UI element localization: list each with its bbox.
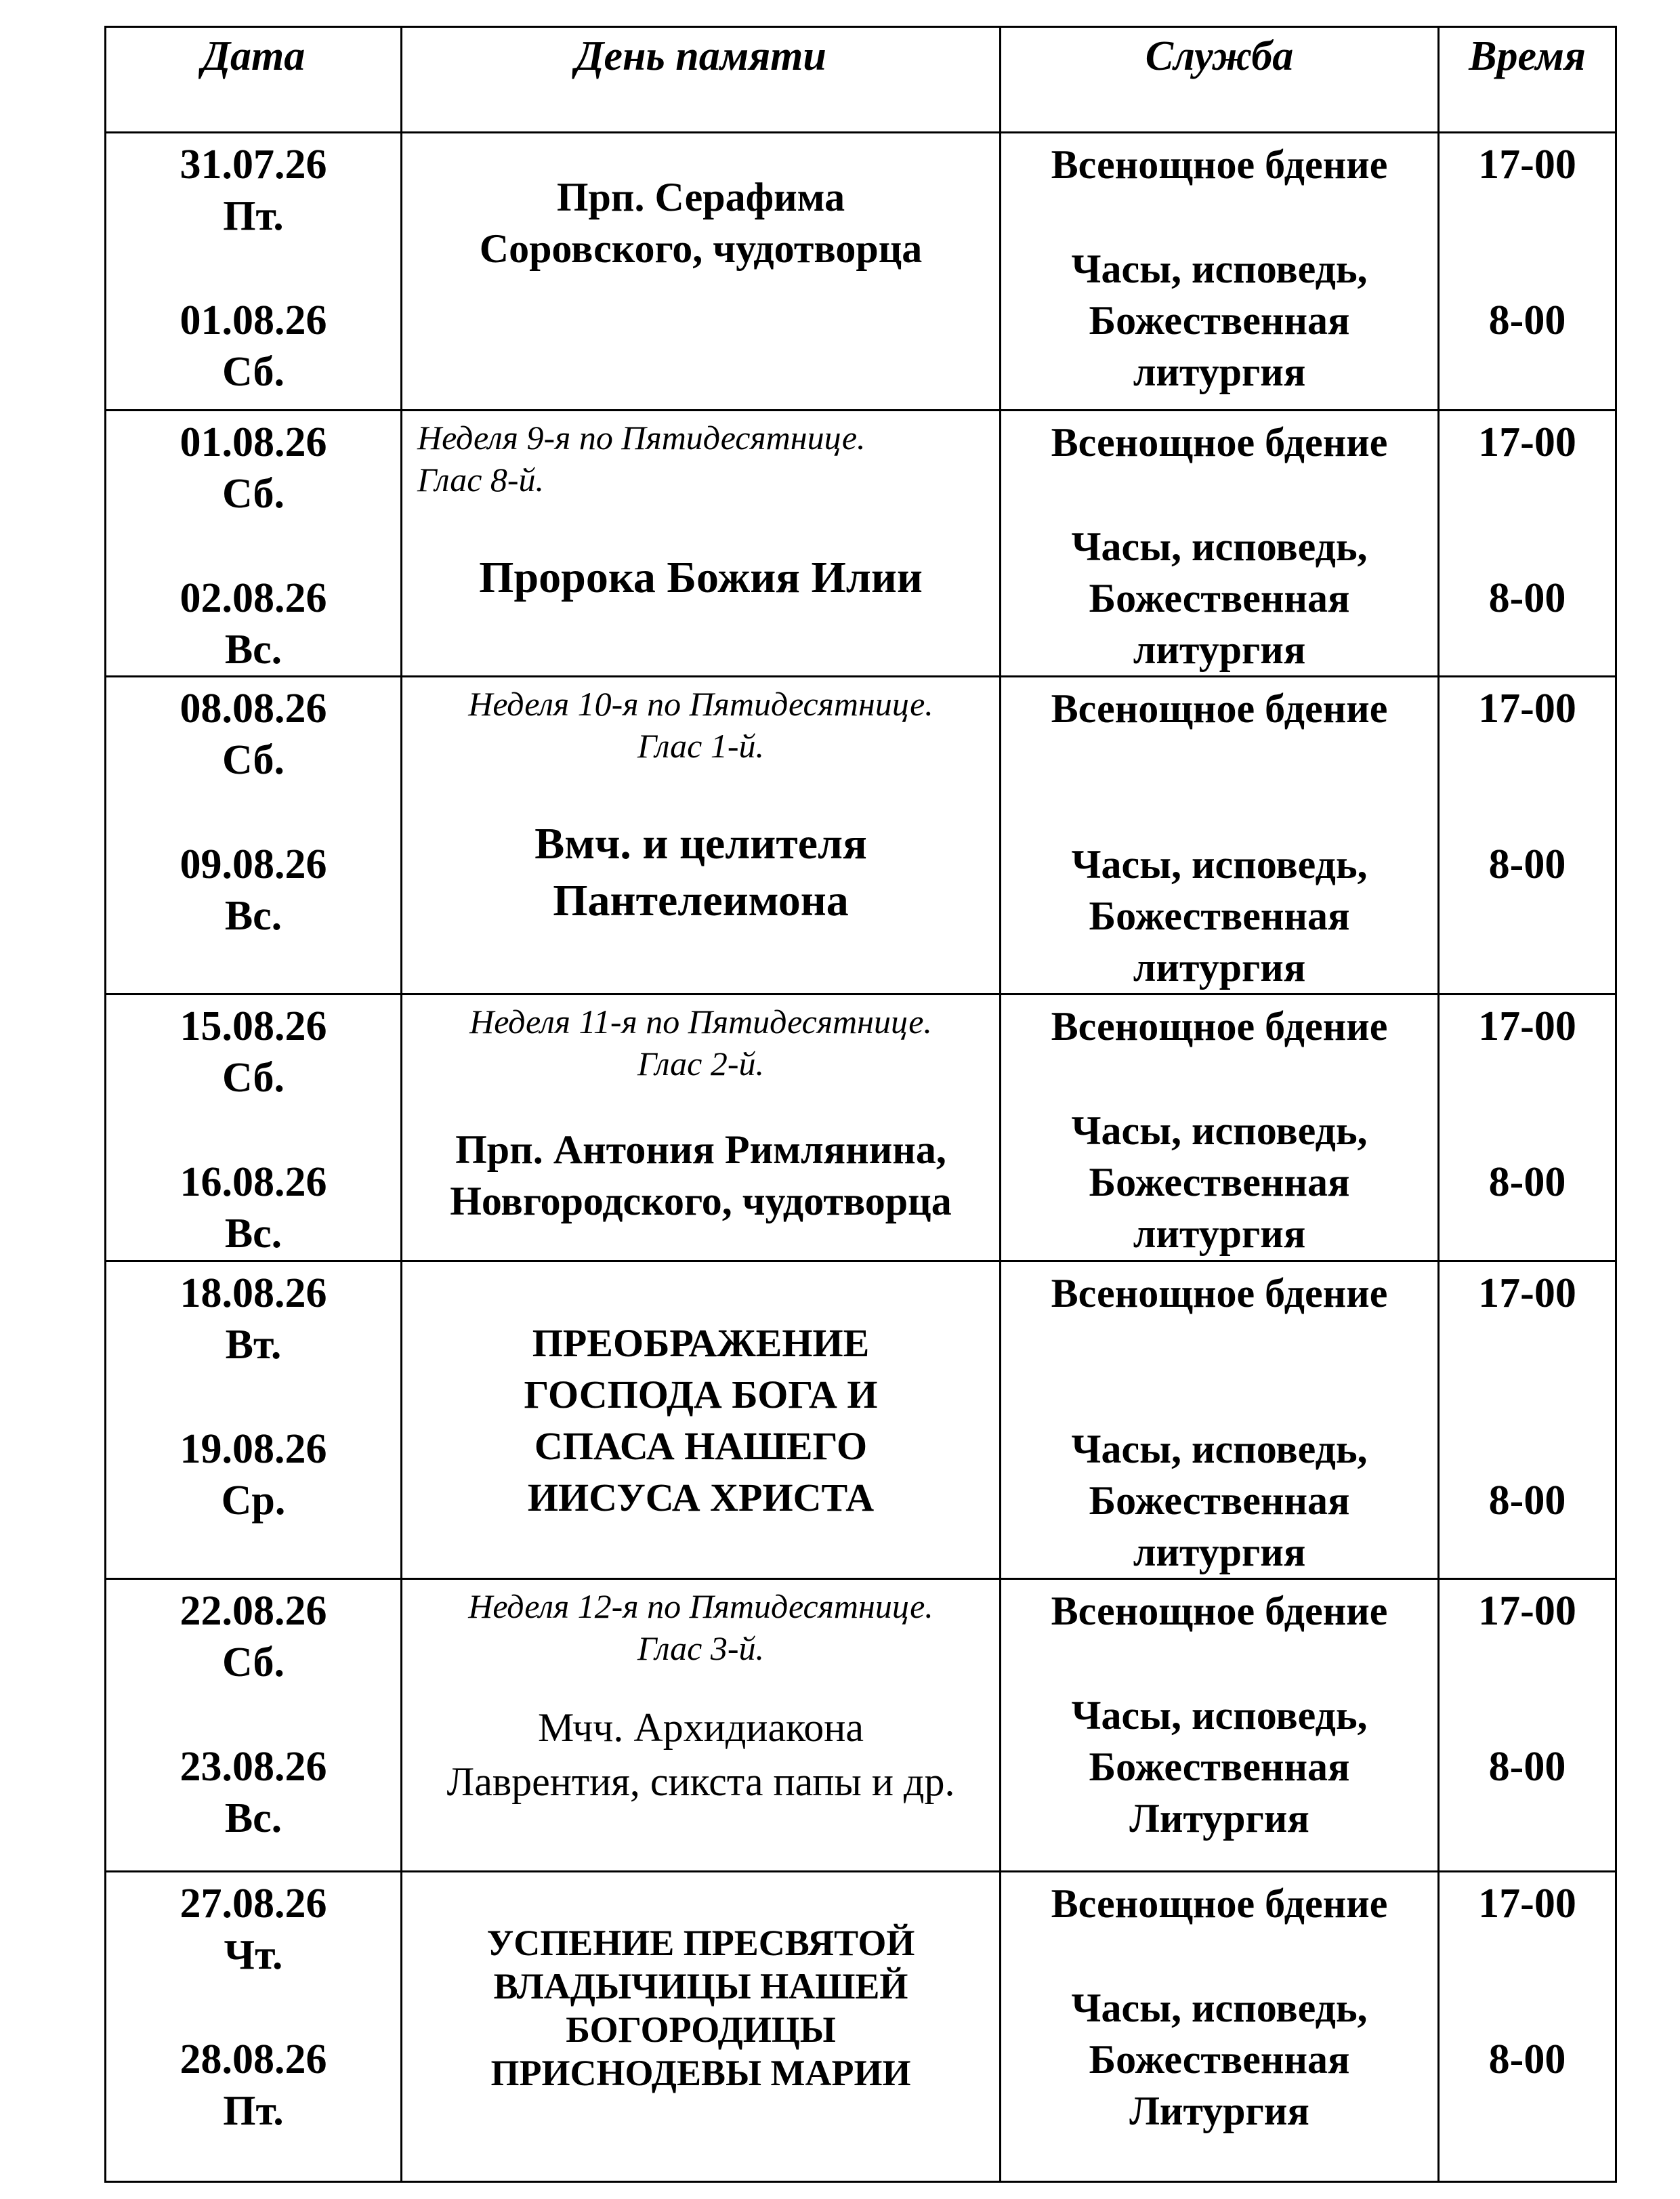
weekday-2: Вс. [224, 1795, 282, 1841]
service-cell [1001, 1872, 1439, 2182]
feast-cell [402, 1579, 1001, 1872]
service-cell [1001, 411, 1439, 677]
header-row [106, 27, 1616, 133]
date-cell [106, 133, 402, 411]
vigil-label: Всенощное бдение [1051, 420, 1388, 465]
sunday-note: Неделя 10-я по Пятидесятнице. [468, 685, 933, 723]
date-cell [106, 1579, 402, 1872]
date-1: 22.08.26 [180, 1588, 327, 1634]
time-vigil: 17-00 [1478, 1881, 1576, 1927]
date-1: 08.08.26 [180, 686, 327, 732]
time-cell [1439, 1261, 1616, 1579]
tone-note: Глас 8-й. [417, 461, 545, 499]
liturgy-line: Литургия [1129, 1796, 1309, 1841]
time-liturgy: 8-00 [1488, 2036, 1566, 2082]
feast-line: Новгородского, чудотворца [450, 1179, 952, 1223]
vigil-label: Всенощное бдение [1051, 1589, 1388, 1633]
time-liturgy: 8-00 [1488, 1478, 1566, 1524]
feast-line: ПРЕОБРАЖЕНИЕ [532, 1321, 870, 1365]
date-2: 23.08.26 [180, 1744, 327, 1790]
time-liturgy: 8-00 [1488, 1744, 1566, 1790]
date-cell [106, 411, 402, 677]
table-row [106, 411, 1616, 677]
service-cell [1001, 994, 1439, 1261]
time-vigil: 17-00 [1478, 686, 1576, 732]
liturgy-line: Часы, исповедь, [1071, 247, 1368, 291]
date-cell [106, 1872, 402, 2182]
weekday-2: Ср. [221, 1478, 286, 1524]
header-time: Время [1439, 27, 1616, 133]
weekday-2: Вс. [224, 893, 282, 939]
feast-line: Вмч. и целителя [534, 819, 867, 868]
liturgy-line: Божественная [1089, 1478, 1350, 1523]
table-row [106, 1261, 1616, 1579]
liturgy-line: Часы, исповедь, [1071, 842, 1368, 887]
feast-cell [402, 677, 1001, 994]
weekday-2: Вс. [224, 1211, 282, 1257]
service-cell [1001, 133, 1439, 411]
date-2: 02.08.26 [180, 575, 327, 621]
time-liturgy: 8-00 [1488, 297, 1566, 343]
weekday-1: Сб. [222, 1639, 285, 1685]
time-cell [1439, 677, 1616, 994]
time-cell [1439, 1872, 1616, 2182]
date-cell [106, 677, 402, 994]
feast-cell [402, 1872, 1001, 2182]
feast-line: Пантелеимона [553, 876, 849, 925]
feast-line: УСПЕНИЕ ПРЕСВЯТОЙ [486, 1923, 915, 1963]
service-cell [1001, 677, 1439, 994]
liturgy-line: Божественная [1089, 298, 1350, 343]
liturgy-line: Божественная [1089, 576, 1350, 621]
liturgy-line: Часы, исповедь, [1071, 524, 1368, 569]
weekday-1: Сб. [222, 471, 285, 517]
weekday-1: Сб. [222, 1055, 285, 1101]
feast-line: ГОСПОДА БОГА И [524, 1373, 878, 1417]
time-cell [1439, 1579, 1616, 1872]
weekday-1: Сб. [222, 737, 285, 783]
date-1: 15.08.26 [180, 1003, 327, 1049]
tone-note: Глас 2-й. [637, 1045, 765, 1083]
feast-cell [402, 411, 1001, 677]
vigil-label: Всенощное бдение [1051, 1004, 1388, 1049]
date-1: 27.08.26 [180, 1881, 327, 1927]
weekday-2: Сб. [222, 349, 285, 395]
time-cell [1439, 411, 1616, 677]
feast-line: Прп. Антония Римлянина, [455, 1127, 946, 1172]
table-row [106, 994, 1616, 1261]
liturgy-line: литургия [1133, 350, 1306, 394]
date-1: 01.08.26 [180, 419, 327, 465]
sunday-note: Неделя 11-я по Пятидесятнице. [469, 1003, 932, 1041]
time-vigil: 17-00 [1478, 419, 1576, 465]
sunday-note: Неделя 12-я по Пятидесятнице. [468, 1587, 933, 1625]
header-service: Служба [1001, 27, 1439, 133]
table-row [106, 133, 1616, 411]
date-2: 01.08.26 [180, 297, 327, 343]
liturgy-line: литургия [1133, 627, 1306, 672]
feast-line: ИИСУСА ХРИСТА [527, 1475, 875, 1520]
liturgy-line: Часы, исповедь, [1071, 1986, 1368, 2030]
table-row [106, 1872, 1616, 2182]
table-row [106, 1579, 1616, 1872]
header-date: Дата [106, 27, 402, 133]
feast-line: Соровского, чудотворца [479, 226, 923, 271]
feast-cell [402, 994, 1001, 1261]
table-row [106, 677, 1616, 994]
feast-cell [402, 1261, 1001, 1579]
liturgy-line: Литургия [1129, 2089, 1309, 2133]
liturgy-line: Божественная [1089, 894, 1350, 938]
feast-line: ВЛАДЫЧИЦЫ НАШЕЙ [493, 1966, 908, 2007]
vigil-label: Всенощное бдение [1051, 686, 1388, 731]
feast-line: Лаврентия, сикста папы и др. [446, 1759, 955, 1804]
service-cell [1001, 1579, 1439, 1872]
liturgy-line: Часы, исповедь, [1071, 1108, 1368, 1153]
time-liturgy: 8-00 [1488, 575, 1566, 621]
tone-note: Глас 1-й. [637, 727, 765, 765]
feast-line: Прп. Серафима [556, 175, 845, 219]
feast-line: СПАСА НАШЕГО [534, 1424, 868, 1468]
feast-cell [402, 133, 1001, 411]
date-1: 18.08.26 [180, 1270, 327, 1316]
feast-line: БОГОРОДИЦЫ [566, 2009, 836, 2050]
feast-line: Пророка Божия Илии [479, 553, 923, 602]
time-liturgy: 8-00 [1488, 841, 1566, 887]
liturgy-line: литургия [1133, 1530, 1306, 1574]
schedule-table [104, 26, 1617, 2183]
date-cell [106, 994, 402, 1261]
liturgy-line: Часы, исповедь, [1071, 1693, 1368, 1738]
liturgy-line: Божественная [1089, 2037, 1350, 2082]
date-2: 28.08.26 [180, 2036, 327, 2082]
date-1: 31.07.26 [180, 142, 327, 188]
feast-line: Мчч. Архидиакона [538, 1705, 864, 1750]
time-vigil: 17-00 [1478, 1270, 1576, 1316]
feast-line: ПРИСНОДЕВЫ МАРИИ [490, 2053, 911, 2093]
time-cell [1439, 133, 1616, 411]
time-vigil: 17-00 [1478, 1588, 1576, 1634]
time-vigil: 17-00 [1478, 1003, 1576, 1049]
time-liturgy: 8-00 [1488, 1159, 1566, 1205]
vigil-label: Всенощное бдение [1051, 1881, 1388, 1926]
date-2: 19.08.26 [180, 1426, 327, 1472]
header-feast: День памяти [402, 27, 1001, 133]
tone-note: Глас 3-й. [637, 1629, 765, 1667]
liturgy-line: литургия [1133, 1211, 1306, 1256]
liturgy-line: Божественная [1089, 1744, 1350, 1789]
sunday-note: Неделя 9-я по Пятидесятнице. [417, 419, 866, 457]
service-cell [1001, 1261, 1439, 1579]
weekday-2: Вс. [224, 627, 282, 673]
vigil-label: Всенощное бдение [1051, 1271, 1388, 1316]
weekday-1: Пт. [223, 193, 284, 239]
liturgy-line: Часы, исповедь, [1071, 1427, 1368, 1471]
weekday-1: Вт. [225, 1322, 282, 1368]
liturgy-line: литургия [1133, 945, 1306, 990]
time-vigil: 17-00 [1478, 142, 1576, 188]
date-2: 16.08.26 [180, 1159, 327, 1205]
weekday-1: Чт. [224, 1932, 283, 1978]
vigil-label: Всенощное бдение [1051, 142, 1388, 187]
date-cell [106, 1261, 402, 1579]
weekday-2: Пт. [223, 2088, 284, 2134]
liturgy-line: Божественная [1089, 1160, 1350, 1205]
time-cell [1439, 994, 1616, 1261]
date-2: 09.08.26 [180, 841, 327, 887]
